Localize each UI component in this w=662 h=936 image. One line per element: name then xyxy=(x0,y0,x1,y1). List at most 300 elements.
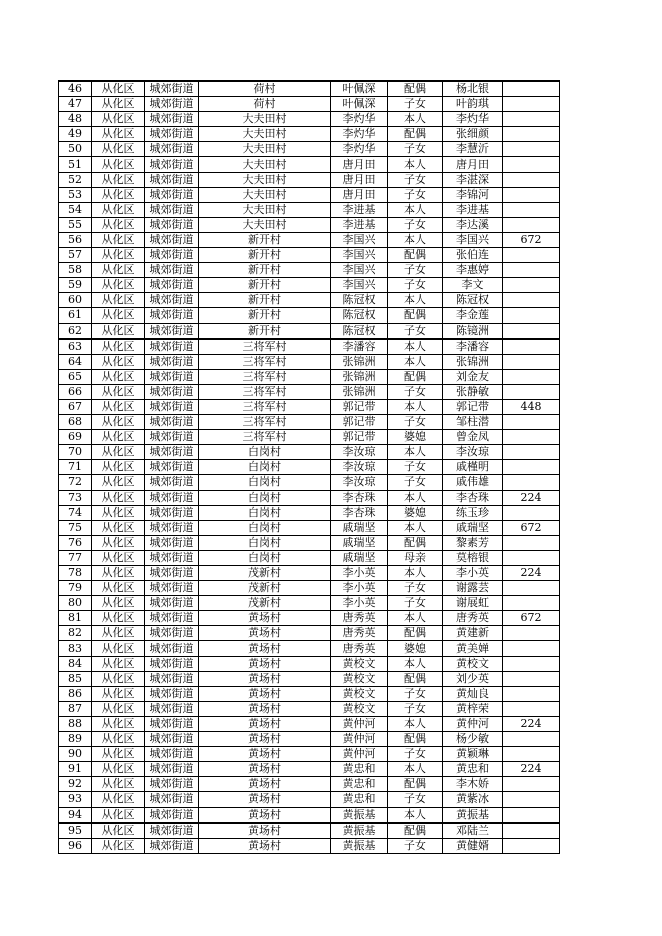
subdistrict-cell: 城郊街道 xyxy=(145,807,199,823)
village-cell: 白岗村 xyxy=(199,550,331,565)
village-cell: 白岗村 xyxy=(199,445,331,460)
amount-cell xyxy=(503,747,560,762)
member-name-cell: 邹柱潜 xyxy=(443,415,503,430)
table-row xyxy=(59,293,560,308)
row-number: 50 xyxy=(59,142,92,157)
subdistrict-cell: 城郊街道 xyxy=(145,369,199,384)
table-row xyxy=(59,354,560,369)
row-number: 48 xyxy=(59,112,92,127)
table-row xyxy=(59,172,560,187)
village-cell: 新开村 xyxy=(199,263,331,278)
relation-cell: 本人 xyxy=(388,157,443,172)
table-row xyxy=(59,278,560,293)
village-cell: 黄场村 xyxy=(199,656,331,671)
member-name-cell: 李达溪 xyxy=(443,217,503,232)
relation-cell: 子女 xyxy=(388,581,443,596)
table-row xyxy=(59,308,560,323)
village-cell: 黄场村 xyxy=(199,732,331,747)
row-number: 94 xyxy=(59,807,92,823)
subdistrict-cell: 城郊街道 xyxy=(145,686,199,701)
member-name-cell: 莫榕银 xyxy=(443,550,503,565)
district-cell: 从化区 xyxy=(92,823,145,839)
district-cell: 从化区 xyxy=(92,701,145,716)
subdistrict-cell: 城郊街道 xyxy=(145,308,199,323)
row-number: 72 xyxy=(59,475,92,490)
member-name-cell: 李国兴 xyxy=(443,232,503,247)
row-number: 65 xyxy=(59,369,92,384)
table-row xyxy=(59,248,560,263)
household-head-cell: 李小英 xyxy=(331,581,388,596)
member-name-cell: 张细颜 xyxy=(443,127,503,142)
relation-cell: 配偶 xyxy=(388,308,443,323)
member-name-cell: 黄仲河 xyxy=(443,716,503,731)
household-head-cell: 李杏珠 xyxy=(331,505,388,520)
table-row xyxy=(59,263,560,278)
row-number: 82 xyxy=(59,626,92,641)
table-row xyxy=(59,566,560,581)
district-cell: 从化区 xyxy=(92,671,145,686)
row-number: 47 xyxy=(59,97,92,112)
amount-cell xyxy=(503,354,560,369)
relation-cell: 本人 xyxy=(388,339,443,355)
village-cell: 新开村 xyxy=(199,293,331,308)
district-cell: 从化区 xyxy=(92,490,145,505)
member-name-cell: 戚槿明 xyxy=(443,460,503,475)
row-number: 67 xyxy=(59,399,92,414)
district-cell: 从化区 xyxy=(92,626,145,641)
member-name-cell: 李木娇 xyxy=(443,777,503,792)
row-number: 60 xyxy=(59,293,92,308)
row-number: 53 xyxy=(59,187,92,202)
row-number: 62 xyxy=(59,323,92,339)
district-cell: 从化区 xyxy=(92,369,145,384)
relation-cell: 本人 xyxy=(388,656,443,671)
household-head-cell: 黄校文 xyxy=(331,656,388,671)
district-cell: 从化区 xyxy=(92,202,145,217)
row-number: 78 xyxy=(59,566,92,581)
subdistrict-cell: 城郊街道 xyxy=(145,792,199,807)
relation-cell: 本人 xyxy=(388,611,443,626)
table-row xyxy=(59,490,560,505)
village-cell: 新开村 xyxy=(199,248,331,263)
row-number: 54 xyxy=(59,202,92,217)
household-head-cell: 黄振基 xyxy=(331,823,388,839)
household-head-cell: 李灼华 xyxy=(331,142,388,157)
district-cell: 从化区 xyxy=(92,248,145,263)
relation-cell: 配偶 xyxy=(388,732,443,747)
subdistrict-cell: 城郊街道 xyxy=(145,596,199,611)
amount-cell xyxy=(503,445,560,460)
table-row xyxy=(59,127,560,142)
member-name-cell: 叶韵琪 xyxy=(443,97,503,112)
member-name-cell: 邓陆兰 xyxy=(443,823,503,839)
table-row xyxy=(59,701,560,716)
table-body xyxy=(59,81,560,853)
village-cell: 黄场村 xyxy=(199,838,331,853)
household-head-cell: 李国兴 xyxy=(331,232,388,247)
row-number: 58 xyxy=(59,263,92,278)
village-cell: 黄场村 xyxy=(199,777,331,792)
relation-cell: 子女 xyxy=(388,172,443,187)
relation-cell: 本人 xyxy=(388,202,443,217)
village-cell: 茂新村 xyxy=(199,596,331,611)
member-name-cell: 黄紫冰 xyxy=(443,792,503,807)
amount-cell: 224 xyxy=(503,762,560,777)
district-cell: 从化区 xyxy=(92,611,145,626)
table-row xyxy=(59,747,560,762)
relation-cell: 母亲 xyxy=(388,550,443,565)
district-cell: 从化区 xyxy=(92,354,145,369)
amount-cell xyxy=(503,535,560,550)
district-cell: 从化区 xyxy=(92,520,145,535)
household-head-cell: 叶佩深 xyxy=(331,81,388,97)
relation-cell: 子女 xyxy=(388,460,443,475)
relation-cell: 子女 xyxy=(388,384,443,399)
amount-cell xyxy=(503,686,560,701)
relation-cell: 本人 xyxy=(388,399,443,414)
table-row xyxy=(59,369,560,384)
village-cell: 大夫田村 xyxy=(199,172,331,187)
amount-cell xyxy=(503,278,560,293)
district-cell: 从化区 xyxy=(92,581,145,596)
relation-cell: 婆媳 xyxy=(388,641,443,656)
relation-cell: 配偶 xyxy=(388,369,443,384)
subdistrict-cell: 城郊街道 xyxy=(145,217,199,232)
district-cell: 从化区 xyxy=(92,263,145,278)
household-head-cell: 李小英 xyxy=(331,566,388,581)
district-cell: 从化区 xyxy=(92,399,145,414)
relation-cell: 子女 xyxy=(388,187,443,202)
household-head-cell: 戚瑞坚 xyxy=(331,520,388,535)
member-name-cell: 杨北银 xyxy=(443,81,503,97)
district-cell: 从化区 xyxy=(92,81,145,97)
subdistrict-cell: 城郊街道 xyxy=(145,777,199,792)
row-number: 88 xyxy=(59,716,92,731)
village-cell: 三将军村 xyxy=(199,430,331,445)
member-name-cell: 刘金友 xyxy=(443,369,503,384)
row-number: 81 xyxy=(59,611,92,626)
subdistrict-cell: 城郊街道 xyxy=(145,475,199,490)
relation-cell: 本人 xyxy=(388,762,443,777)
district-cell: 从化区 xyxy=(92,550,145,565)
row-number: 74 xyxy=(59,505,92,520)
row-number: 73 xyxy=(59,490,92,505)
village-cell: 三将军村 xyxy=(199,369,331,384)
district-cell: 从化区 xyxy=(92,232,145,247)
village-cell: 黄场村 xyxy=(199,792,331,807)
subdistrict-cell: 城郊街道 xyxy=(145,762,199,777)
village-cell: 黄场村 xyxy=(199,626,331,641)
row-number: 61 xyxy=(59,308,92,323)
subdistrict-cell: 城郊街道 xyxy=(145,187,199,202)
member-name-cell: 黄振基 xyxy=(443,807,503,823)
household-head-cell: 黄仲河 xyxy=(331,716,388,731)
row-number: 90 xyxy=(59,747,92,762)
household-head-cell: 李国兴 xyxy=(331,248,388,263)
table-row xyxy=(59,445,560,460)
table-row xyxy=(59,807,560,823)
subdistrict-cell: 城郊街道 xyxy=(145,248,199,263)
member-name-cell: 李杏珠 xyxy=(443,490,503,505)
amount-cell xyxy=(503,732,560,747)
subdistrict-cell: 城郊街道 xyxy=(145,399,199,414)
table-row xyxy=(59,475,560,490)
amount-cell xyxy=(503,323,560,339)
subdistrict-cell: 城郊街道 xyxy=(145,430,199,445)
relation-cell: 配偶 xyxy=(388,127,443,142)
village-cell: 黄场村 xyxy=(199,747,331,762)
table-row xyxy=(59,581,560,596)
row-number: 96 xyxy=(59,838,92,853)
household-head-cell: 李国兴 xyxy=(331,278,388,293)
row-number: 86 xyxy=(59,686,92,701)
table-row xyxy=(59,157,560,172)
district-cell: 从化区 xyxy=(92,535,145,550)
row-number: 76 xyxy=(59,535,92,550)
household-head-cell: 郭记带 xyxy=(331,415,388,430)
relation-cell: 本人 xyxy=(388,490,443,505)
amount-cell: 448 xyxy=(503,399,560,414)
subdistrict-cell: 城郊街道 xyxy=(145,490,199,505)
row-number: 70 xyxy=(59,445,92,460)
relation-cell: 子女 xyxy=(388,596,443,611)
table-row xyxy=(59,217,560,232)
district-cell: 从化区 xyxy=(92,217,145,232)
row-number: 77 xyxy=(59,550,92,565)
amount-cell xyxy=(503,202,560,217)
village-cell: 大夫田村 xyxy=(199,157,331,172)
district-cell: 从化区 xyxy=(92,732,145,747)
table-row xyxy=(59,838,560,853)
relation-cell: 本人 xyxy=(388,566,443,581)
household-head-cell: 李汝琼 xyxy=(331,460,388,475)
table-row xyxy=(59,81,560,97)
table-row xyxy=(59,415,560,430)
table-row xyxy=(59,112,560,127)
relation-cell: 配偶 xyxy=(388,248,443,263)
member-name-cell: 戚伟雄 xyxy=(443,475,503,490)
village-cell: 三将军村 xyxy=(199,339,331,355)
table-row xyxy=(59,202,560,217)
subdistrict-cell: 城郊街道 xyxy=(145,142,199,157)
subdistrict-cell: 城郊街道 xyxy=(145,701,199,716)
table-row xyxy=(59,339,560,355)
relation-cell: 子女 xyxy=(388,792,443,807)
table-row xyxy=(59,762,560,777)
amount-cell: 224 xyxy=(503,566,560,581)
amount-cell xyxy=(503,596,560,611)
village-cell: 茂新村 xyxy=(199,566,331,581)
relation-cell: 子女 xyxy=(388,747,443,762)
district-cell: 从化区 xyxy=(92,686,145,701)
relation-cell: 配偶 xyxy=(388,535,443,550)
household-head-cell: 戚瑞坚 xyxy=(331,550,388,565)
relation-cell: 子女 xyxy=(388,475,443,490)
relation-cell: 婆媳 xyxy=(388,430,443,445)
member-name-cell: 戚瑞坚 xyxy=(443,520,503,535)
table-row xyxy=(59,550,560,565)
subdistrict-cell: 城郊街道 xyxy=(145,460,199,475)
row-number: 64 xyxy=(59,354,92,369)
district-cell: 从化区 xyxy=(92,157,145,172)
household-head-cell: 黄校文 xyxy=(331,686,388,701)
household-head-cell: 郭记带 xyxy=(331,430,388,445)
subdistrict-cell: 城郊街道 xyxy=(145,339,199,355)
amount-cell xyxy=(503,415,560,430)
row-number: 87 xyxy=(59,701,92,716)
table-row xyxy=(59,686,560,701)
amount-cell xyxy=(503,112,560,127)
subdistrict-cell: 城郊街道 xyxy=(145,445,199,460)
district-cell: 从化区 xyxy=(92,97,145,112)
amount-cell xyxy=(503,475,560,490)
row-number: 57 xyxy=(59,248,92,263)
subdistrict-cell: 城郊街道 xyxy=(145,611,199,626)
village-cell: 黄场村 xyxy=(199,716,331,731)
village-cell: 白岗村 xyxy=(199,505,331,520)
relation-cell: 子女 xyxy=(388,838,443,853)
village-cell: 茂新村 xyxy=(199,581,331,596)
row-number: 80 xyxy=(59,596,92,611)
amount-cell xyxy=(503,626,560,641)
table-row xyxy=(59,656,560,671)
subdistrict-cell: 城郊街道 xyxy=(145,354,199,369)
village-cell: 新开村 xyxy=(199,308,331,323)
member-name-cell: 张锦洲 xyxy=(443,354,503,369)
district-cell: 从化区 xyxy=(92,127,145,142)
subdistrict-cell: 城郊街道 xyxy=(145,838,199,853)
table-row xyxy=(59,626,560,641)
member-name-cell: 黄颖琳 xyxy=(443,747,503,762)
district-cell: 从化区 xyxy=(92,142,145,157)
subdistrict-cell: 城郊街道 xyxy=(145,505,199,520)
subdistrict-cell: 城郊街道 xyxy=(145,263,199,278)
table-row xyxy=(59,716,560,731)
amount-cell: 672 xyxy=(503,232,560,247)
relation-cell: 子女 xyxy=(388,142,443,157)
household-head-cell: 李杏珠 xyxy=(331,490,388,505)
relation-cell: 本人 xyxy=(388,112,443,127)
amount-cell xyxy=(503,581,560,596)
household-head-cell: 张锦洲 xyxy=(331,369,388,384)
household-head-cell: 陈冠权 xyxy=(331,293,388,308)
district-cell: 从化区 xyxy=(92,792,145,807)
district-cell: 从化区 xyxy=(92,807,145,823)
village-cell: 三将军村 xyxy=(199,415,331,430)
district-cell: 从化区 xyxy=(92,112,145,127)
relation-cell: 子女 xyxy=(388,97,443,112)
village-cell: 白岗村 xyxy=(199,520,331,535)
district-cell: 从化区 xyxy=(92,777,145,792)
household-head-cell: 唐秀英 xyxy=(331,626,388,641)
member-name-cell: 张静敏 xyxy=(443,384,503,399)
relation-cell: 子女 xyxy=(388,686,443,701)
village-cell: 三将军村 xyxy=(199,399,331,414)
member-name-cell: 黎素芳 xyxy=(443,535,503,550)
table-row xyxy=(59,596,560,611)
village-cell: 白岗村 xyxy=(199,490,331,505)
household-head-cell: 郭记带 xyxy=(331,399,388,414)
district-cell: 从化区 xyxy=(92,460,145,475)
household-head-cell: 叶佩深 xyxy=(331,97,388,112)
amount-cell xyxy=(503,701,560,716)
amount-cell xyxy=(503,187,560,202)
relation-cell: 本人 xyxy=(388,716,443,731)
subdistrict-cell: 城郊街道 xyxy=(145,415,199,430)
member-name-cell: 黄忠和 xyxy=(443,762,503,777)
village-cell: 三将军村 xyxy=(199,384,331,399)
subdistrict-cell: 城郊街道 xyxy=(145,112,199,127)
relation-cell: 本人 xyxy=(388,520,443,535)
subdistrict-cell: 城郊街道 xyxy=(145,293,199,308)
member-name-cell: 曾金凤 xyxy=(443,430,503,445)
district-cell: 从化区 xyxy=(92,415,145,430)
district-cell: 从化区 xyxy=(92,838,145,853)
village-cell: 大夫田村 xyxy=(199,217,331,232)
table-row xyxy=(59,823,560,839)
member-name-cell: 黄美婵 xyxy=(443,641,503,656)
row-number: 49 xyxy=(59,127,92,142)
district-cell: 从化区 xyxy=(92,716,145,731)
village-cell: 黄场村 xyxy=(199,641,331,656)
village-cell: 白岗村 xyxy=(199,535,331,550)
member-name-cell: 谢展虹 xyxy=(443,596,503,611)
household-head-cell: 李进基 xyxy=(331,202,388,217)
member-name-cell: 黄校文 xyxy=(443,656,503,671)
member-name-cell: 黄健婿 xyxy=(443,838,503,853)
household-head-cell: 唐秀英 xyxy=(331,641,388,656)
member-name-cell: 黄灿良 xyxy=(443,686,503,701)
district-cell: 从化区 xyxy=(92,566,145,581)
row-number: 84 xyxy=(59,656,92,671)
district-cell: 从化区 xyxy=(92,293,145,308)
table-row xyxy=(59,535,560,550)
amount-cell xyxy=(503,157,560,172)
subdistrict-cell: 城郊街道 xyxy=(145,716,199,731)
table-row xyxy=(59,520,560,535)
household-head-cell: 李汝琼 xyxy=(331,445,388,460)
amount-cell xyxy=(503,81,560,97)
subdistrict-cell: 城郊街道 xyxy=(145,535,199,550)
household-head-cell: 李小英 xyxy=(331,596,388,611)
subdistrict-cell: 城郊街道 xyxy=(145,202,199,217)
member-name-cell: 李慧沂 xyxy=(443,142,503,157)
member-name-cell: 李进基 xyxy=(443,202,503,217)
member-name-cell: 练玉珍 xyxy=(443,505,503,520)
table-row xyxy=(59,777,560,792)
amount-cell xyxy=(503,430,560,445)
row-number: 85 xyxy=(59,671,92,686)
amount-cell xyxy=(503,248,560,263)
table-row xyxy=(59,671,560,686)
relation-cell: 子女 xyxy=(388,278,443,293)
member-name-cell: 张伯连 xyxy=(443,248,503,263)
member-name-cell: 唐月田 xyxy=(443,157,503,172)
village-cell: 大夫田村 xyxy=(199,202,331,217)
row-number: 63 xyxy=(59,339,92,355)
amount-cell xyxy=(503,263,560,278)
amount-cell xyxy=(503,777,560,792)
amount-cell: 672 xyxy=(503,520,560,535)
subdistrict-cell: 城郊街道 xyxy=(145,97,199,112)
member-name-cell: 陈冠权 xyxy=(443,293,503,308)
row-number: 52 xyxy=(59,172,92,187)
subdistrict-cell: 城郊街道 xyxy=(145,520,199,535)
row-number: 91 xyxy=(59,762,92,777)
household-head-cell: 李灼华 xyxy=(331,112,388,127)
village-cell: 三将军村 xyxy=(199,354,331,369)
village-cell: 新开村 xyxy=(199,323,331,339)
